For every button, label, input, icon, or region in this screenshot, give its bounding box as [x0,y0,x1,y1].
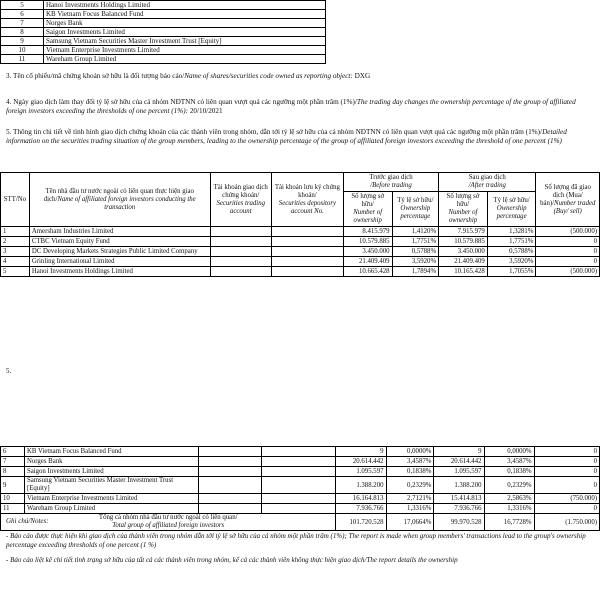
after-pct: 1,7055% [487,267,536,277]
number-traded: 0 [534,477,599,494]
section-3-vi: 3. Tên cổ phiếu/mã chứng khoán sở hữu là đối tượng báo cáo/ [6,72,185,80]
before-qty: 1.095.597 [336,467,386,477]
row-number: 10 [1,494,25,504]
after-qty: 10.579.885 [439,237,488,247]
investor-name: Norges Bank [24,457,198,467]
table-row [1,494,600,504]
investor-name: KB Vietnam Focus Balanced Fund [24,447,198,457]
investor-name: Grinling International Limited [29,257,210,267]
before-pct: 0,5788% [392,247,439,257]
after-pct: 0,5788% [487,247,536,257]
section-5-details [6,128,594,146]
total-after-qty: 99.970.528 [434,514,484,531]
depository-account [262,457,336,467]
investor-name: DC Developing Markets Strategies Public Limited Company [29,247,210,257]
note-1-vi: - Báo cáo được thực hiện khi giao dịch của thành viên trong nhóm dẫn tới tỷ lệ sở hữu của cả nhóm một phần trăm (1%); [6,532,347,540]
depository-account [271,247,343,257]
investor-name: Vietnam Enterprise Investments Limited [44,46,326,55]
before-pct: 1,4120% [392,227,439,237]
before-pct: 0,2329% [386,477,434,494]
after-pct: 0,0000% [484,447,534,457]
section-4-trading-day [6,98,594,116]
header-trading-account: Tài khoản giao dịch chứng khoán/ Securities trading account [210,173,271,227]
table-row [1,247,600,257]
before-pct: 2,7121% [386,494,434,504]
header-no: STT/No [1,173,30,227]
after-pct: 1,3316% [484,504,534,514]
number-traded: (500.000) [536,267,600,277]
row-number: 10 [1,46,44,55]
trading-account [199,457,262,467]
section-5-marker: 5. [6,367,12,375]
note-1-en: The report is made when group members' transactions lead to the group's ownership percentage exceeding thresholds of one percent (1 %) [6,532,586,549]
note-1 [6,532,594,550]
depository-account [262,477,336,494]
header-before-pct: Tỷ lệ sở hữu/ Ownership percentage [392,192,439,227]
table-row [1,19,326,28]
before-qty: 21.409.409 [343,257,392,267]
before-qty: 3.450.000 [343,247,392,257]
table-row [1,28,326,37]
table-row [1,227,600,237]
notes-title: Ghi chú/Notes: [6,517,49,525]
section-3-en: Name of shares/securities code owned as reporting object: [184,72,353,80]
header-investor-name: Tên nhà đầu tư nước ngoài có liên quan thực hiện giao dịch/Name of affiliated foreign investors conducting the transaction [29,173,210,227]
table-row [1,1,326,10]
after-pct: 1,3281% [487,227,536,237]
number-traded: (500.000) [536,227,600,237]
after-qty: 20.614.442 [434,457,484,467]
depository-account [262,447,336,457]
header-before-trading: Trước giao dịch /Before trading [343,173,438,192]
table-row [1,10,326,19]
trading-account [199,447,262,457]
note-2-vi: - Báo cáo liệt kê chi tiết tình trạng sở hữu của tất cả các thành viên trong nhóm, kể cả các thành viên không thực hiện giao dịch/ [6,556,367,564]
before-pct: 3,5920% [392,257,439,267]
number-traded: (750.000) [534,494,599,504]
after-qty: 1.095.597 [434,467,484,477]
before-qty: 7.936.766 [336,504,386,514]
table-row [1,55,326,64]
number-traded: 0 [536,247,600,257]
after-pct: 2,5863% [484,494,534,504]
row-number: 2 [1,237,30,247]
header-depository-account: Tài khoản lưu ký chứng khoán/ Securities depository account No. [271,173,343,227]
row-number: 6 [1,10,44,19]
depository-account [271,237,343,247]
notes-section [6,517,594,565]
after-qty: 3.450.000 [439,247,488,257]
trading-account [210,257,271,267]
after-qty: 15.414.813 [434,494,484,504]
investor-name: Hanoi Investments Holdings Limited [44,1,326,10]
table-row [1,257,600,267]
investor-name: Norges Bank [44,19,326,28]
total-traded: (1.750.000) [534,514,599,531]
after-qty: 1.388.200 [434,477,484,494]
after-pct: 1,7751% [487,237,536,247]
total-label: Tổng cả nhóm nhà đầu tư nước ngoài có liên quan/ Total group of affiliated foreign investors [1,514,336,531]
trading-account [199,467,262,477]
before-qty: 16.164.813 [336,494,386,504]
section-4-en: The trading day changes the ownership percentage of the group of affiliated foreign investors exceeding the thresholds of one percent (1%): [6,98,576,116]
note-2-en: The report details the ownership [366,556,458,564]
after-qty: 7.915.979 [439,227,488,237]
before-pct: 0,1838% [386,467,434,477]
row-number: 8 [1,467,25,477]
depository-account [262,504,336,514]
number-traded: 0 [534,504,599,514]
before-pct: 1,3316% [386,504,434,514]
before-pct: 1,7751% [392,237,439,247]
investor-name: Samsung Vietnam Securities Master Investment Trust [Equity] [44,37,326,46]
row-number: 9 [1,37,44,46]
section-3-value: DXG [352,72,371,80]
before-pct: 1,7894% [392,267,439,277]
investor-name: Vietnam Enterprise Investments Limited [24,494,198,504]
investor-name: KB Vietnam Focus Balanced Fund [44,10,326,19]
investor-name: Samsung Vietnam Securities Master Investment Trust [Equity] [24,477,198,494]
before-pct: 3,4587% [386,457,434,467]
total-before-pct: 17,0664% [386,514,434,531]
row-number: 5 [1,1,44,10]
after-qty: 21.409.409 [439,257,488,267]
after-pct: 3,4587% [484,457,534,467]
row-number: 11 [1,55,44,64]
table-row [1,467,600,477]
row-number: 9 [1,477,25,494]
investor-name: CTBC Vietnam Equity Fund [29,237,210,247]
depository-account [271,257,343,267]
number-traded: 0 [534,457,599,467]
before-qty: 9 [336,447,386,457]
before-qty: 1.388.200 [336,477,386,494]
depository-account [262,494,336,504]
note-2 [6,556,594,565]
depository-account [262,467,336,477]
depository-account [271,267,343,277]
trading-account [199,504,262,514]
number-traded: 0 [536,257,600,267]
investor-name: Wareham Group Limited [44,55,326,64]
row-number: 5 [1,267,30,277]
investor-name: Saigon Investments Limited [24,467,198,477]
row-number: 8 [1,28,44,37]
row-number: 3 [1,247,30,257]
table-row [1,237,600,247]
after-qty: 7.936.766 [434,504,484,514]
header-before-qty: Số lượng sở hữu/ Number of ownership [343,192,392,227]
trading-details-table [0,172,600,277]
table-row [1,504,600,514]
table-row [1,457,600,467]
after-qty: 10.165.428 [439,267,488,277]
trading-account [210,237,271,247]
before-qty: 10.579.885 [343,237,392,247]
section-3-shares-code [6,72,594,81]
section-5-en: Detailed information on the securities trading situation of the group members, leading to the ownership percentage of the group of affiliated foreign investors exceeding the threshold of one percent (1%) [6,128,567,146]
row-number: 7 [1,457,25,467]
before-qty: 10.665.428 [343,267,392,277]
before-qty: 20.614.442 [336,457,386,467]
total-before-qty: 101.720.528 [336,514,386,531]
after-pct: 0,2329% [484,477,534,494]
table-row [1,267,600,277]
total-after-pct: 16,7728% [484,514,534,531]
trading-account [199,494,262,504]
header-after-trading: Sau giao dịch /After trading [439,173,536,192]
number-traded: 0 [534,447,599,457]
trading-account [210,267,271,277]
trading-account [199,477,262,494]
top-investor-table [0,0,326,64]
table-row [1,46,326,55]
investor-name: Hanoi Investments Holdings Limited [29,267,210,277]
table-row [1,37,326,46]
section-4-vi: 4. Ngày giao dịch làm thay đổi tỷ lệ sở hữu của cả nhóm NĐTNN có liên quan vượt quá các ngưỡng một phần trăm (1%)/ [6,98,357,106]
row-number: 7 [1,19,44,28]
after-pct: 3,5920% [487,257,536,267]
header-number-traded: Số lượng đã giao dịch (Mua/ bán)/Number traded (Buy/ sell) [536,173,600,227]
investor-name: Amersham Industries Limited [29,227,210,237]
table-row [1,447,600,457]
before-qty: 8.415.979 [343,227,392,237]
after-pct: 0,1838% [484,467,534,477]
row-number: 6 [1,447,25,457]
table-row [1,477,600,494]
header-after-qty: Số lượng sở hữu/ Number of ownership [439,192,488,227]
section-5-vi: 5. Thông tin chi tiết về tình hình giao dịch chứng khoán của các thành viên trong nhóm, dẫn tới tỷ lệ sở hữu của cả nhóm NĐTNN có liên quan vượt quá các ngưỡng một phần trăm (1%)/ [6,128,543,136]
number-traded: 0 [536,237,600,247]
header-after-pct: Tỷ lệ sở hữu/ Ownership percentage [487,192,536,227]
row-number: 4 [1,257,30,267]
number-traded: 0 [534,467,599,477]
row-number: 1 [1,227,30,237]
trading-account [210,227,271,237]
investor-name: Saigon Investments Limited [44,28,326,37]
investor-name: Wareham Group Limited [24,504,198,514]
depository-account [271,227,343,237]
trading-account [210,247,271,257]
section-4-value: 20/10/2021 [188,107,223,116]
after-qty: 9 [434,447,484,457]
row-number: 11 [1,504,25,514]
before-pct: 0,0000% [386,447,434,457]
